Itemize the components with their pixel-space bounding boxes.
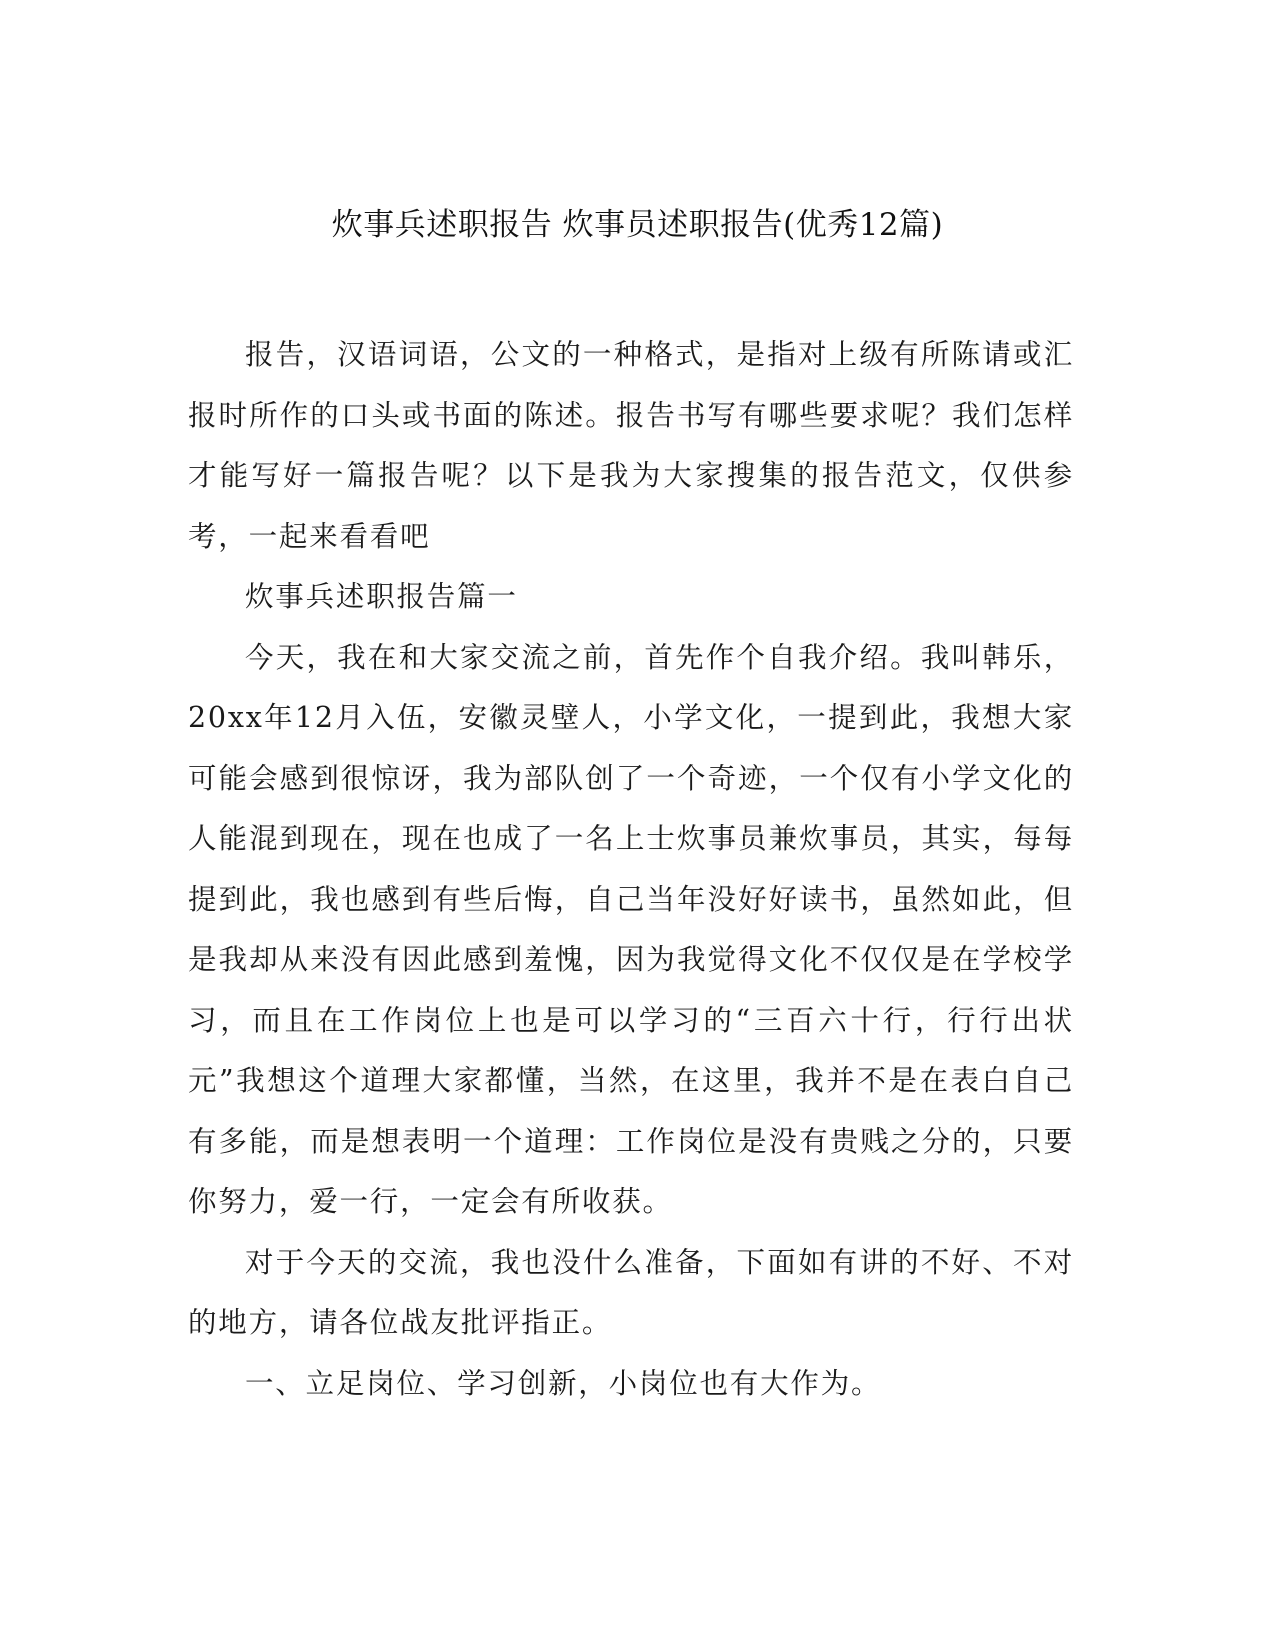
paragraph-intro: 报告，汉语词语，公文的一种格式，是指对上级有所陈请或汇报时所作的口头或书面的陈述。报告书写有哪些要求呢？我们怎样才能写好一篇报告呢？以下是我为大家搜集的报告范文，仅供参考，一起来看看吧 xyxy=(188,338,1074,553)
paragraph-self-introduction: 今天，我在和大家交流之前，首先作个自我介绍。我叫韩乐，20xx年12月入伍，安徽灵壁人，小学文化，一提到此，我想大家可能会感到很惊讶，我为部队创了一个奇迹，一个仅有小学文化的人能混到现在，现在也成了一名上士炊事员兼炊事员，其实，每每提到此，我也感到有些后悔，自己当年没好好读书，虽然如此，但是我却从来没有因此感到羞愧，因为我觉得文化不仅仅是在学校学习，而且在工作岗位上也是可以学习的“三百六十行，行行出状元”我想这个道理大家都懂，当然，在这里，我并不是在表白自己有多能，而是想表明一个道理：工作岗位是没有贵贱之分的，只要你努力，爱一行，一定会有所收获。 xyxy=(188,640,1074,1218)
paragraph-preface: 对于今天的交流，我也没什么准备，下面如有讲的不好、不对的地方，请各位战友批评指正。 xyxy=(188,1245,1074,1339)
document-body xyxy=(188,325,1074,1414)
document-title: 炊事兵述职报告 炊事员述职报告(优秀12篇) xyxy=(331,207,944,243)
section-heading: 炊事兵述职报告篇一 xyxy=(245,580,518,613)
paragraph-point-one: 一、立足岗位、学习创新，小岗位也有大作为。 xyxy=(245,1366,882,1400)
